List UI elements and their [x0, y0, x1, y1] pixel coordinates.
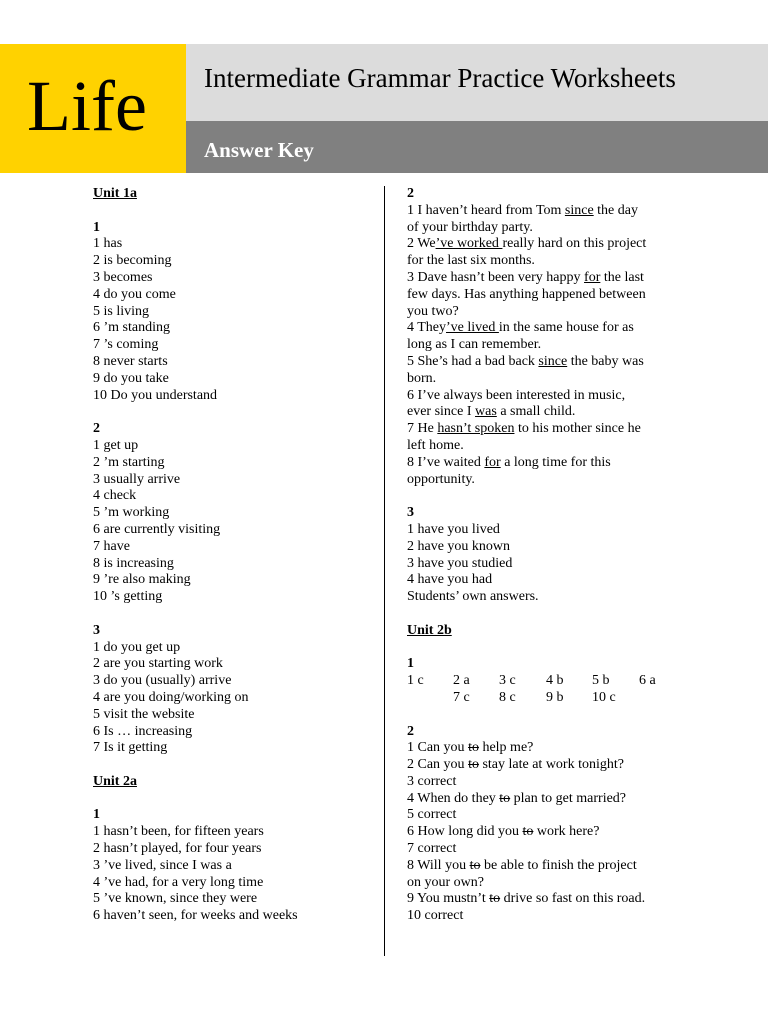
answer-cell: 10 c [592, 689, 616, 705]
answer-line: 2 have you known [407, 538, 511, 554]
answer-line: 9 You mustn’t to drive so fast on this road. [407, 891, 646, 907]
unit-heading: Unit 2a [93, 773, 137, 789]
title-band [186, 44, 768, 121]
exercise-number: 1 [93, 219, 100, 235]
answer-line: 7 correct [407, 841, 457, 857]
answer-line: 7 He hasn’t spoken to his mother since he [407, 421, 641, 437]
answer-grid-row [407, 690, 687, 707]
answer-line: 5 correct [407, 807, 457, 823]
answer-line: 9 ’re also making [93, 572, 191, 588]
answer-line: 10 Do you understand [93, 387, 218, 403]
answer-line: 5 is living [93, 303, 150, 319]
answer-grid-row [407, 673, 687, 690]
answer-line: 6 are currently visiting [93, 521, 221, 537]
answer-line: 3 do you (usually) arrive [93, 673, 232, 689]
answer-line: 4 check [93, 488, 137, 504]
answer-line: 2 We’ve worked really hard on this project [407, 236, 647, 252]
answer-line: for the last six months. [407, 253, 535, 269]
exercise-number: 1 [93, 807, 100, 823]
answer-line: 2 Can you to stay late at work tonight? [407, 757, 624, 773]
answer-cell: 1 c [407, 673, 424, 689]
exercise-number: 1 [407, 656, 414, 672]
answer-cell: 5 b [592, 673, 610, 689]
answer-line: 8 is increasing [93, 555, 174, 571]
answer-line: left home. [407, 437, 464, 453]
answer-line: 10 correct [407, 908, 464, 924]
answer-line: 2 ’m starting [93, 454, 165, 470]
logo-box [0, 44, 186, 173]
answer-line: 8 Will you to be able to finish the project [407, 857, 637, 873]
answer-line: 7 have [93, 538, 130, 554]
answer-line: 8 I’ve waited for a long time for this [407, 454, 611, 470]
right-column [407, 186, 687, 925]
answer-line: 6 How long did you to work here? [407, 824, 600, 840]
answer-line: 2 are you starting work [93, 656, 223, 672]
answer-line: 3 becomes [93, 269, 153, 285]
answer-line: Students’ own answers. [407, 589, 539, 605]
answer-line: 3 ’ve lived, since I was a [93, 857, 232, 873]
answer-line: of your birthday party. [407, 219, 533, 235]
answer-line: 5 She’s had a bad back since the baby was [407, 353, 644, 369]
answer-line: 1 I haven’t heard from Tom since the day [407, 202, 638, 218]
exercise-number: 3 [407, 505, 414, 521]
unit-heading: Unit 1a [93, 186, 137, 201]
header [0, 44, 768, 173]
answer-line: 3 Dave hasn’t been very happy for the last [407, 269, 644, 285]
answer-line: 4 They’ve lived in the same house for as [407, 320, 634, 336]
unit-heading: Unit 2b [407, 622, 452, 638]
answer-line: 2 hasn’t played, for four years [93, 841, 262, 857]
answer-line: few days. Has anything happened between [407, 286, 646, 302]
answer-line: 1 do you get up [93, 639, 181, 655]
answer-line: 8 never starts [93, 353, 168, 369]
exercise-number: 3 [93, 622, 100, 638]
answer-line: ever since I was a small child. [407, 404, 576, 420]
answer-cell: 8 c [499, 689, 516, 705]
answer-line: 6 ’m standing [93, 320, 170, 336]
exercise-number: 2 [407, 723, 414, 739]
answer-line: 2 is becoming [93, 253, 172, 269]
answer-cell: 4 b [546, 673, 564, 689]
answer-line: 5 ’ve known, since they were [93, 891, 258, 907]
answer-line: on your own? [407, 874, 484, 890]
answer-line: 4 are you doing/working on [93, 689, 249, 705]
page-subtitle: Answer Key [204, 138, 314, 162]
exercise-number: 2 [93, 421, 100, 437]
answer-line: 5 ’m working [93, 505, 170, 521]
answer-line: long as I can remember. [407, 337, 542, 353]
answer-line: born. [407, 370, 437, 386]
exercise-number: 2 [407, 186, 414, 201]
answer-line: 1 get up [93, 437, 139, 453]
left-column [93, 186, 373, 925]
subtitle-band [186, 121, 768, 173]
answer-cell: 3 c [499, 673, 516, 689]
answer-line: 4 do you come [93, 286, 176, 302]
answer-line: 1 have you lived [407, 521, 500, 537]
answer-line: 1 has [93, 236, 123, 252]
answer-line: 1 hasn’t been, for fifteen years [93, 824, 264, 840]
answer-line: 3 correct [407, 773, 457, 789]
answer-line: 1 Can you to help me? [407, 740, 534, 756]
answer-line: 3 have you studied [407, 555, 513, 571]
answer-line: you two? [407, 303, 459, 319]
answer-line: 6 I’ve always been interested in music, [407, 387, 626, 403]
answer-line: 3 usually arrive [93, 471, 181, 487]
answer-line: 7 Is it getting [93, 740, 168, 756]
answer-line: 4 ’ve had, for a very long time [93, 874, 264, 890]
answer-line: opportunity. [407, 471, 475, 487]
answer-line: 4 have you had [407, 572, 493, 588]
answer-cell: 9 b [546, 689, 564, 705]
answer-cell: 6 a [639, 673, 656, 689]
answer-line: 9 do you take [93, 370, 169, 386]
answer-line: 10 ’s getting [93, 589, 163, 605]
column-divider [384, 186, 385, 956]
logo: Life [27, 66, 147, 146]
page-title: Intermediate Grammar Practice Worksheets [204, 63, 676, 93]
answer-line: 5 visit the website [93, 706, 195, 722]
answer-line: 4 When do they to plan to get married? [407, 790, 627, 806]
answer-line: 6 Is … increasing [93, 723, 193, 739]
answer-cell: 2 a [453, 673, 470, 689]
answer-cell: 7 c [453, 689, 470, 705]
answer-line: 6 haven’t seen, for weeks and weeks [93, 908, 298, 924]
answer-line: 7 ’s coming [93, 337, 159, 353]
